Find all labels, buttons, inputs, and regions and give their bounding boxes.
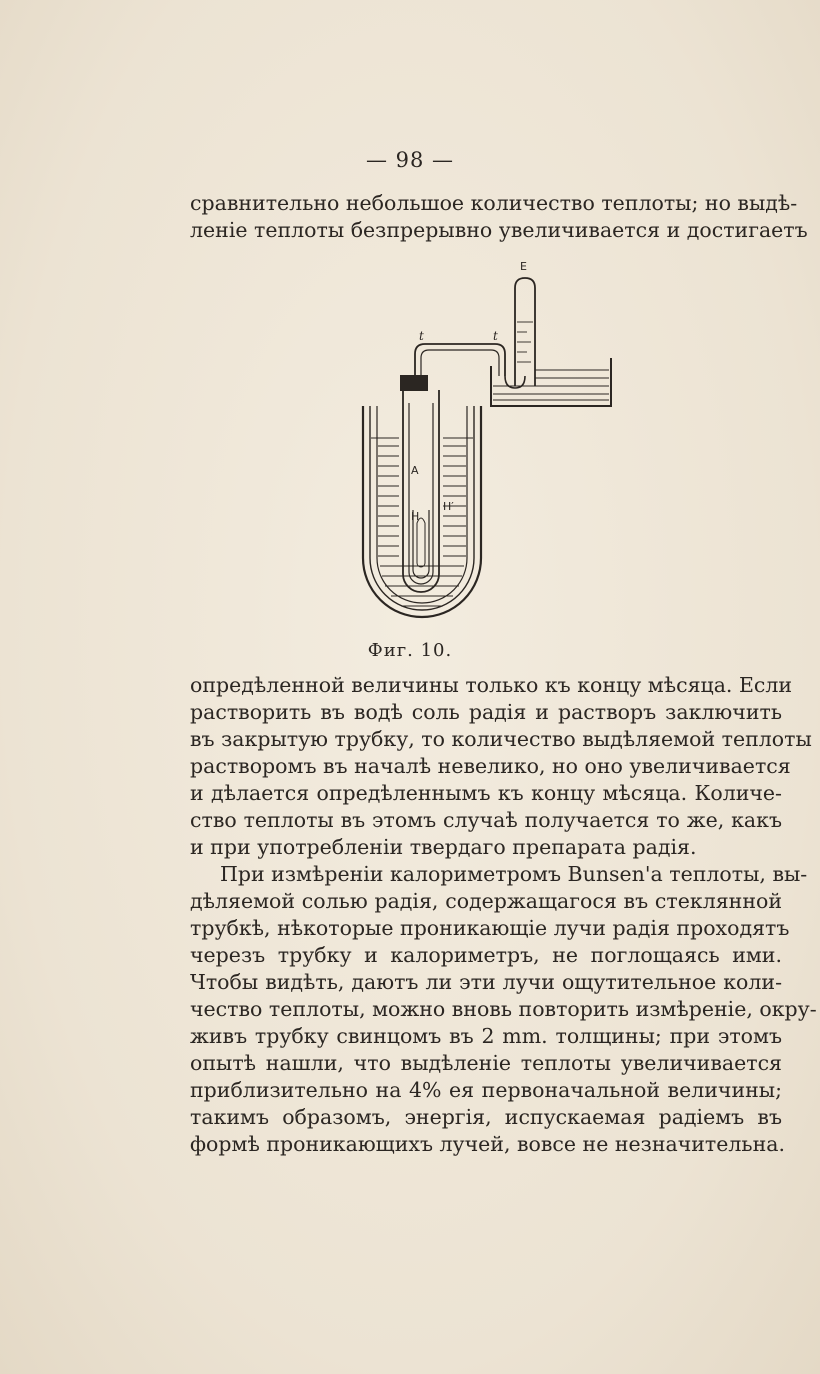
calorimeter-figure (355, 258, 617, 640)
text-line: сравнительно небольшое количество теплоты; но выдѣ- (190, 191, 798, 215)
label-t-right: t (493, 329, 498, 343)
text-line: опредѣленной величины только къ концу мѣсяца. Если (190, 673, 793, 697)
text-line: трубкѣ, нѣкоторые проникающiе лучи радiя проходятъ (190, 916, 790, 940)
text-line: При измѣренiи калориметромъ Bunsen'a теплоты, вы- (220, 862, 808, 886)
figure-caption: Фиг. 10. (367, 640, 453, 661)
text-line: ство теплоты въ этомъ случаѣ получается то же, какъ (190, 808, 782, 832)
text-line: дѣляемой солью радiя, содержащагося въ стеклянной (190, 889, 782, 913)
label-t-left: t (419, 329, 424, 343)
text-line: приблизительно на 4% ея первоначальной величины; (190, 1078, 782, 1102)
label-h: H (411, 510, 420, 523)
text-line: растворомъ въ началѣ невелико, но оно увеличивается (190, 754, 791, 778)
text-line: въ закрытую трубку, то количество выдѣляемой теплоты (190, 727, 812, 751)
text-line: живъ трубку свинцомъ въ 2 mm. толщины; при этомъ (190, 1024, 782, 1048)
label-e: E (520, 260, 527, 273)
text-line: такимъ образомъ, энергiя, испускаемая радiемъ въ (190, 1105, 782, 1129)
text-line: формѣ проникающихъ лучей, вовсе не незначительна. (190, 1132, 785, 1156)
top-paragraph (190, 190, 808, 244)
text-line: Чтобы видѣть, даютъ ли эти лучи ощутительное коли- (190, 970, 782, 994)
text-line: черезъ трубку и калориметръ, не поглощаясь ими. (190, 943, 782, 967)
label-a: A (411, 464, 419, 477)
text-line: и при употребленiи твердаго препарата радiя. (190, 835, 697, 859)
text-line: растворить въ водѣ соль радiя и растворъ заключить (190, 700, 782, 724)
text-line: чество теплоты, можно вновь повторить измѣренiе, окру- (190, 997, 817, 1021)
text-line: опытѣ нашли, что выдѣленiе теплоты увеличивается (190, 1051, 782, 1075)
text-line: и дѣлается опредѣленнымъ къ концу мѣсяца. Количе- (190, 781, 782, 805)
label-h-prime: H′ (443, 500, 454, 513)
page-number: — 98 — (365, 148, 455, 172)
body-text (190, 672, 817, 1158)
text-line: ленiе теплоты безпрерывно увеличивается и достигаетъ (190, 218, 808, 242)
